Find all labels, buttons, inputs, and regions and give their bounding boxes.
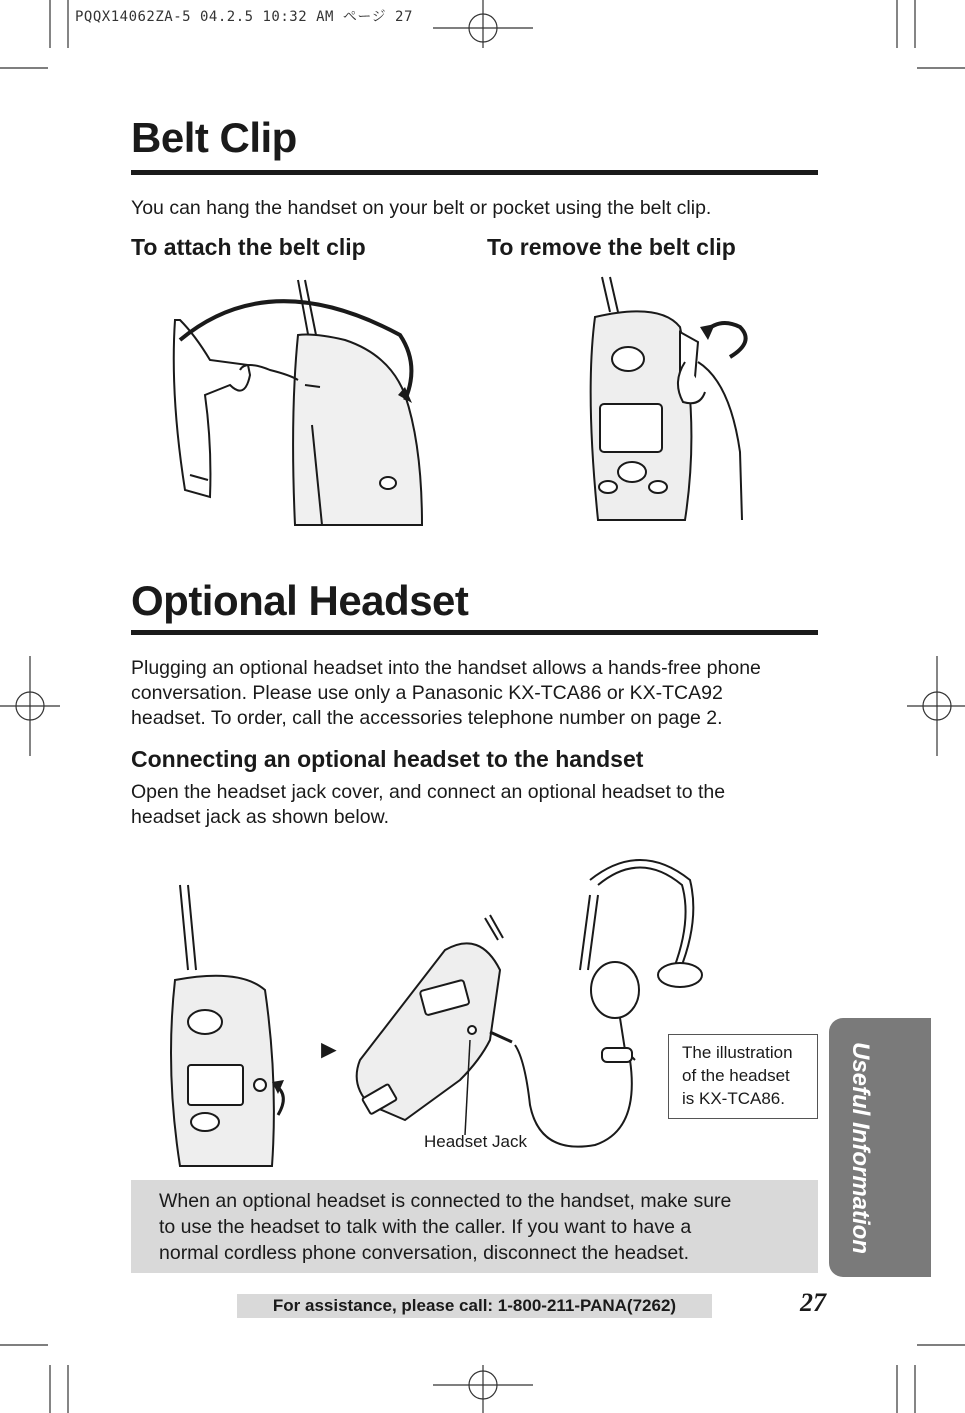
- assistance-footer: For assistance, please call: 1-800-211-PANA(7262): [237, 1294, 712, 1318]
- headset-note-line: When an optional headset is connected to the handset, make sure: [159, 1190, 732, 1212]
- headset-intro-line: conversation. Please use only a Panasonic KX-TCA86 or KX-TCA92: [131, 682, 723, 704]
- headset-note-line: normal cordless phone conversation, disconnect the headset.: [159, 1242, 690, 1264]
- side-tab-label: Useful Information: [847, 1041, 875, 1254]
- headset-connection-illustration: [160, 850, 720, 1170]
- page-number: 27: [800, 1288, 826, 1317]
- illustration-note: [668, 1034, 818, 1119]
- belt-clip-rule: [131, 170, 818, 175]
- headset-intro: [131, 656, 831, 731]
- connect-instructions: [131, 780, 831, 830]
- remove-heading: To remove the belt clip: [487, 234, 736, 260]
- arrow-right-icon: ►: [316, 1034, 342, 1064]
- headset-note: [131, 1180, 818, 1273]
- illustration-note-line: The illustration: [682, 1043, 793, 1062]
- print-header: PQQX14062ZA-5 04.2.5 10:32 AM ページ 27: [75, 9, 413, 25]
- headset-note-line: to use the headset to talk with the caller. If you want to have a: [159, 1216, 692, 1238]
- headset-rule: [131, 630, 818, 635]
- headset-jack-label: Headset Jack: [424, 1132, 527, 1151]
- headset-title: Optional Headset: [131, 577, 469, 624]
- remove-belt-clip-illustration: [580, 272, 780, 522]
- connect-heading: Connecting an optional headset to the handset: [131, 746, 644, 772]
- connect-line: Open the headset jack cover, and connect an optional headset to the: [131, 781, 726, 803]
- belt-clip-title: Belt Clip: [131, 114, 297, 161]
- illustration-note-line: of the headset: [682, 1066, 790, 1085]
- headset-intro-line: headset. To order, call the accessories telephone number on page 2.: [131, 707, 723, 729]
- headset-intro-line: Plugging an optional headset into the handset allows a hands-free phone: [131, 657, 761, 679]
- illustration-note-line: is KX-TCA86.: [682, 1089, 785, 1108]
- belt-clip-intro: You can hang the handset on your belt or pocket using the belt clip.: [131, 197, 712, 219]
- connect-line: headset jack as shown below.: [131, 806, 389, 828]
- attach-belt-clip-illustration: [150, 275, 450, 525]
- attach-heading: To attach the belt clip: [131, 234, 366, 260]
- section-side-tab: [829, 1018, 931, 1277]
